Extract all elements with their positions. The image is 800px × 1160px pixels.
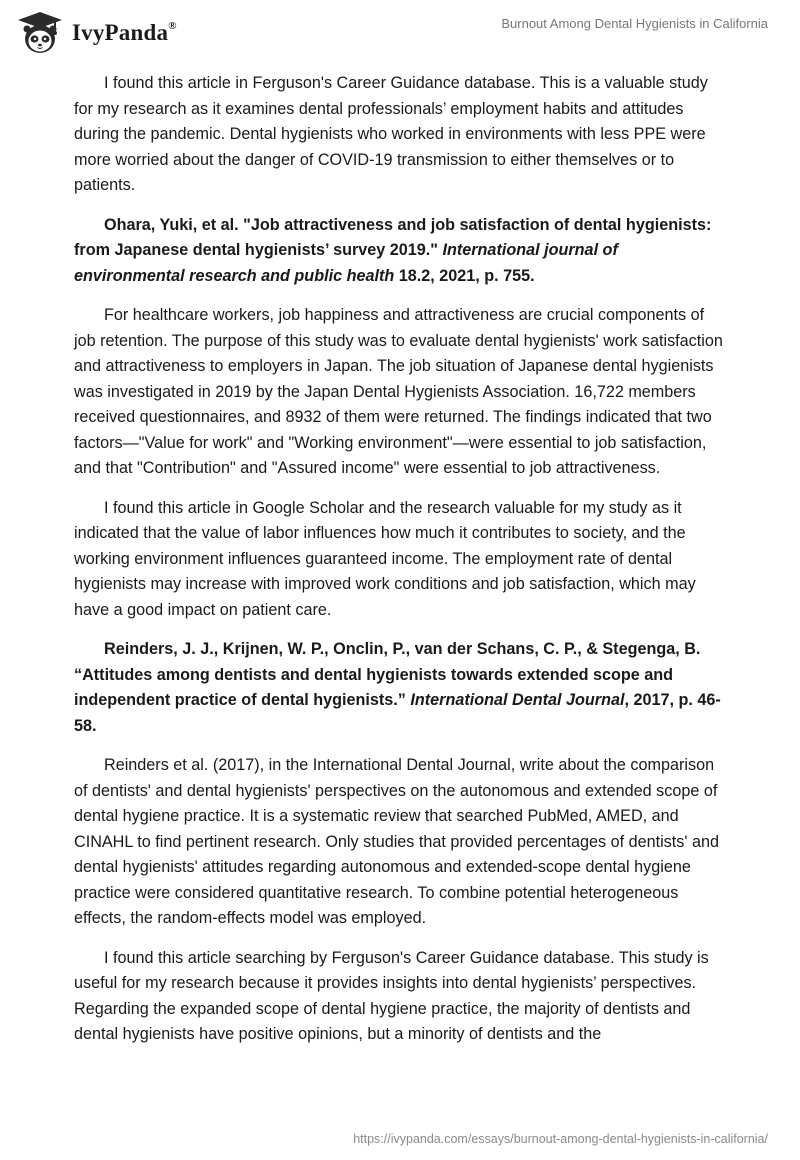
- paragraph: I found this article in Google Scholar and the research valuable for my study as it indicated that the value of labor influences how much it contributes to society, and the working environment influences guaranteed income. The employment rate of dental hygienists may increase with improved work conditions and job satisfaction, which may have a good impact on patient care.: [74, 498, 696, 619]
- page-header: [0, 0, 800, 70]
- reference-journal: International Dental Journal: [410, 691, 625, 709]
- paragraph: For healthcare workers, job happiness and attractiveness are crucial components of job retention. The purpose of this study was to evaluate dental hygienists' work satisfaction and attractiveness to employers in Japan. The job situation of Japanese dental hygienists was investigated in 2019 by the Japan Dental Hygienists Association. 16,722 members received questionnaires, and 8932 of them were returned. The findings indicated that two factors—"Value for work" and "Working environment"—were essential to job satisfaction, and that "Contribution" and "Assured income" were essential to job attractiveness.: [74, 306, 723, 477]
- essay-body: [74, 71, 726, 1062]
- document-title: Burnout Among Dental Hygienists in California: [501, 16, 768, 31]
- reference-entry: Reinders, J. J., Krijnen, W. P., Onclin, P., van der Schans, C. P., & Stegenga, B. “Attitudes among dentists and dental hygienists towards extended scope and independent practice of dental hygienists.” International Dental Journal, 2017, p. 46-58.: [74, 640, 721, 735]
- reference-journal: International journal of environmental research and public health: [74, 241, 618, 285]
- brand-logo[interactable]: [14, 10, 177, 56]
- paragraph: I found this article in Ferguson's Career Guidance database. This is a valuable study for my research as it examines dental professionals’ employment habits and attitudes during the pandemic. Dental hygienists who worked in environments with less PPE were more worried about the danger of COVID-19 transmission to either themselves or to patients.: [74, 74, 708, 194]
- paragraph: Reinders et al. (2017), in the International Dental Journal, write about the comparison of dentists' and dental hygienists' perspectives on the autonomous and extended scope of dental hygiene practice. It is a systematic review that searched PubMed, AMED, and CINAHL to find pertinent research. Only studies that provided percentages of dentists' and dental hygienists' attitudes regarding autonomous and extended-scope dental hygiene practice were considered quantitative research. To combine potential heterogeneous effects, the random-effects model was employed.: [74, 756, 719, 927]
- registered-mark: ®: [168, 20, 177, 33]
- paragraph: I found this article searching by Ferguson's Career Guidance database. This study is useful for my research because it provides insights into dental hygienists’ perspectives. Regarding the expanded scope of dental hygiene practice, the majority of dentists and dental hygienists have positive opinions, but a minority of dentists and the: [74, 948, 709, 1043]
- reference-entry: Ohara, Yuki, et al. "Job attractiveness and job satisfaction of dental hygienists: from Japanese dental hygienists’ survey 2019." International journal of environmental research and public health 18.2, 2021, p. 755.: [74, 215, 712, 285]
- source-url-link[interactable]: https://ivypanda.com/essays/burnout-among-dental-hygienists-in-california/: [353, 1132, 768, 1146]
- brand-name: IvyPanda®: [72, 20, 177, 45]
- panda-graduate-icon: [14, 10, 66, 56]
